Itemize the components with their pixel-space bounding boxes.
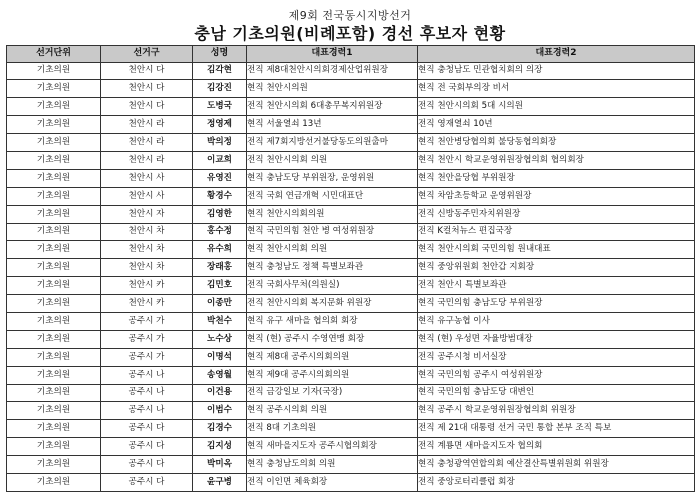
table-row [7, 80, 695, 98]
cell-career-1: 전직 천안시의회 복지문화 위원장 [247, 295, 418, 313]
cell-candidate-name: 홍수정 [193, 223, 247, 241]
cell-candidate-name: 김민호 [193, 277, 247, 295]
cell-candidate-name: 김각현 [193, 62, 247, 80]
cell-election-unit: 기초의원 [7, 62, 101, 80]
cell-election-unit: 기초의원 [7, 438, 101, 456]
cell-career-2: 현직 국민의힘 충남도당 대변인 [418, 384, 695, 402]
cell-candidate-name: 이범수 [193, 402, 247, 420]
cell-career-2: 현직 천안시 학교운영위원장협의회 협의회장 [418, 151, 695, 169]
cell-election-unit: 기초의원 [7, 473, 101, 491]
column-header-name: 성명 [193, 46, 247, 63]
cell-candidate-name: 윤구병 [193, 473, 247, 491]
cell-candidate-name: 유수희 [193, 241, 247, 259]
cell-district: 공주시 다 [101, 473, 193, 491]
cell-election-unit: 기초의원 [7, 205, 101, 223]
cell-district: 천안시 사 [101, 169, 193, 187]
column-header-district: 선거구 [101, 46, 193, 63]
cell-career-2: 현직 (현) 우성면 자율방범대장 [418, 330, 695, 348]
table-row [7, 151, 695, 169]
cell-district: 천안시 차 [101, 241, 193, 259]
cell-election-unit: 기초의원 [7, 366, 101, 384]
cell-candidate-name: 김강진 [193, 80, 247, 98]
cell-district: 천안시 차 [101, 223, 193, 241]
cell-election-unit: 기초의원 [7, 134, 101, 152]
cell-career-2: 현직 중앙위원회 천안갑 지회장 [418, 259, 695, 277]
table-row [7, 187, 695, 205]
cell-election-unit: 기초의원 [7, 348, 101, 366]
cell-election-unit: 기초의원 [7, 169, 101, 187]
cell-career-1: 전직 국회 연금개혁 시민대표단 [247, 187, 418, 205]
cell-career-2: 현직 국민의힘 공주시 여성위원장 [418, 366, 695, 384]
cell-career-2: 현직 유구농협 이사 [418, 312, 695, 330]
cell-district: 공주시 나 [101, 402, 193, 420]
cell-election-unit: 기초의원 [7, 402, 101, 420]
cell-career-2: 현직 천안병당협의회 불당동협의회장 [418, 134, 695, 152]
cell-career-2: 전직 신방동주민자치위원장 [418, 205, 695, 223]
cell-district: 공주시 다 [101, 420, 193, 438]
cell-election-unit: 기초의원 [7, 259, 101, 277]
cell-career-2: 전직 계룡면 새마을지도자 협의회 [418, 438, 695, 456]
cell-election-unit: 기초의원 [7, 295, 101, 313]
cell-candidate-name: 박천수 [193, 312, 247, 330]
cell-career-1: 현직 천안시의회 의원 [247, 241, 418, 259]
cell-election-unit: 기초의원 [7, 312, 101, 330]
cell-candidate-name: 황경수 [193, 187, 247, 205]
cell-career-2: 전직 중앙로터리클럽 회장 [418, 473, 695, 491]
document-title: 충남 기초의원(비례포함) 경선 후보자 현황 [194, 24, 506, 43]
cell-district: 공주시 나 [101, 366, 193, 384]
cell-election-unit: 기초의원 [7, 456, 101, 474]
table-row [7, 169, 695, 187]
cell-election-unit: 기초의원 [7, 116, 101, 134]
cell-candidate-name: 이명석 [193, 348, 247, 366]
cell-career-1: 현직 국민의힘 천안 병 여성위원장 [247, 223, 418, 241]
table-row [7, 98, 695, 116]
cell-candidate-name: 송영월 [193, 366, 247, 384]
document-subtitle: 제9회 전국동시지방선거 [288, 9, 412, 22]
cell-career-2: 현직 천안시의회 국민의힘 원내대표 [418, 241, 695, 259]
cell-election-unit: 기초의원 [7, 187, 101, 205]
cell-candidate-name: 유영진 [193, 169, 247, 187]
cell-election-unit: 기초의원 [7, 384, 101, 402]
cell-candidate-name: 정영제 [193, 116, 247, 134]
cell-career-1: 현직 공주시의회 의원 [247, 402, 418, 420]
cell-district: 천안시 사 [101, 187, 193, 205]
cell-career-1: 전직 국회사무처(의원실) [247, 277, 418, 295]
cell-candidate-name: 장래홍 [193, 259, 247, 277]
cell-career-1: 전직 제7회지방선거불당동도의원출마 [247, 134, 418, 152]
cell-candidate-name: 김지성 [193, 438, 247, 456]
cell-district: 공주시 가 [101, 348, 193, 366]
column-header-election-unit: 선거단위 [7, 46, 101, 63]
cell-career-1: 현직 유구 새마을 협의회 회장 [247, 312, 418, 330]
table-body [7, 62, 695, 491]
cell-career-2: 현직 충청남도 민관협치회의 의장 [418, 62, 695, 80]
cell-candidate-name: 김영한 [193, 205, 247, 223]
cell-career-1: 전직 이인면 체육회장 [247, 473, 418, 491]
cell-district: 천안시 다 [101, 98, 193, 116]
cell-career-1: 전직 8대 기초의원 [247, 420, 418, 438]
cell-career-2: 현직 충청광역연합의회 예산결산특별위원회 위원장 [418, 456, 695, 474]
table-row [7, 134, 695, 152]
cell-career-2: 현직 천안을당협 부위원장 [418, 169, 695, 187]
cell-career-1: 현직 천안시의회의원 [247, 205, 418, 223]
table-row [7, 259, 695, 277]
cell-district: 천안시 라 [101, 116, 193, 134]
cell-district: 공주시 가 [101, 312, 193, 330]
cell-career-1: 전직 제8대천안시의회경제산업위원장 [247, 62, 418, 80]
cell-career-2: 전직 천안시의회 5대 시의원 [418, 98, 695, 116]
cell-candidate-name: 이종만 [193, 295, 247, 313]
cell-career-1: 현직 새마을지도자 공주시협의회장 [247, 438, 418, 456]
cell-district: 공주시 나 [101, 384, 193, 402]
cell-candidate-name: 노수상 [193, 330, 247, 348]
cell-career-1: 현직 서울열쇠 13년 [247, 116, 418, 134]
cell-district: 천안시 다 [101, 80, 193, 98]
cell-career-1: 현직 (현) 공주시 수영연맹 회장 [247, 330, 418, 348]
cell-election-unit: 기초의원 [7, 98, 101, 116]
cell-career-1: 전직 천안시의회 6대총무복지위원장 [247, 98, 418, 116]
cell-career-1: 현직 제9대 공주시의회의원 [247, 366, 418, 384]
cell-career-1: 현직 충남도당 부위원장, 운영위원 [247, 169, 418, 187]
table-row [7, 116, 695, 134]
cell-district: 천안시 차 [101, 259, 193, 277]
cell-career-2: 전직 K컬처뉴스 편집국장 [418, 223, 695, 241]
cell-career-1: 전직 금강일보 기자(국장) [247, 384, 418, 402]
cell-career-1: 현직 천안시의원 [247, 80, 418, 98]
cell-career-1: 현직 충청남도의회 의원 [247, 456, 418, 474]
cell-district: 천안시 라 [101, 151, 193, 169]
table-row [7, 223, 695, 241]
table-row [7, 402, 695, 420]
table-row [7, 241, 695, 259]
column-header-career-2: 대표경력2 [418, 46, 695, 63]
table-row [7, 420, 695, 438]
column-header-career-1: 대표경력1 [247, 46, 418, 63]
cell-career-2: 전직 제 21대 대통령 선거 국민 통합 본부 조직 특보 [418, 420, 695, 438]
cell-candidate-name: 도병국 [193, 98, 247, 116]
cell-career-2: 현직 전 국회부의장 비서 [418, 80, 695, 98]
cell-election-unit: 기초의원 [7, 277, 101, 295]
candidate-table [6, 45, 695, 492]
table-row [7, 348, 695, 366]
cell-district: 천안시 라 [101, 134, 193, 152]
cell-career-2: 현직 차암초등학교 운영위원장 [418, 187, 695, 205]
table-row [7, 277, 695, 295]
table-row [7, 384, 695, 402]
cell-election-unit: 기초의원 [7, 223, 101, 241]
cell-election-unit: 기초의원 [7, 420, 101, 438]
table-row [7, 473, 695, 491]
table-row [7, 205, 695, 223]
cell-career-1: 현직 제8대 공주시의회의원 [247, 348, 418, 366]
cell-district: 천안시 카 [101, 295, 193, 313]
cell-election-unit: 기초의원 [7, 151, 101, 169]
cell-election-unit: 기초의원 [7, 80, 101, 98]
cell-candidate-name: 이건용 [193, 384, 247, 402]
cell-district: 천안시 카 [101, 277, 193, 295]
table-row [7, 295, 695, 313]
cell-election-unit: 기초의원 [7, 330, 101, 348]
cell-election-unit: 기초의원 [7, 241, 101, 259]
cell-career-2: 현직 국민의힘 충남도당 부위원장 [418, 295, 695, 313]
cell-career-2: 현직 공주시 학교운영위원장협의회 위원장 [418, 402, 695, 420]
table-row [7, 62, 695, 80]
cell-district: 천안시 다 [101, 62, 193, 80]
table-row [7, 456, 695, 474]
cell-candidate-name: 박의정 [193, 134, 247, 152]
cell-career-2: 전직 공주시청 비서실장 [418, 348, 695, 366]
cell-district: 천안시 자 [101, 205, 193, 223]
cell-career-2: 전직 천안시 특별보좌관 [418, 277, 695, 295]
table-row [7, 312, 695, 330]
cell-district: 공주시 다 [101, 438, 193, 456]
cell-candidate-name: 이교희 [193, 151, 247, 169]
cell-career-2: 전직 영재열쇠 10년 [418, 116, 695, 134]
cell-career-1: 전직 천안시의회 의원 [247, 151, 418, 169]
cell-career-1: 현직 충청남도 정책 특별보좌관 [247, 259, 418, 277]
table-row [7, 438, 695, 456]
cell-district: 공주시 다 [101, 456, 193, 474]
table-row [7, 366, 695, 384]
cell-candidate-name: 박미옥 [193, 456, 247, 474]
cell-candidate-name: 김경수 [193, 420, 247, 438]
table-row [7, 330, 695, 348]
cell-district: 공주시 가 [101, 330, 193, 348]
table-header-row [7, 46, 695, 63]
